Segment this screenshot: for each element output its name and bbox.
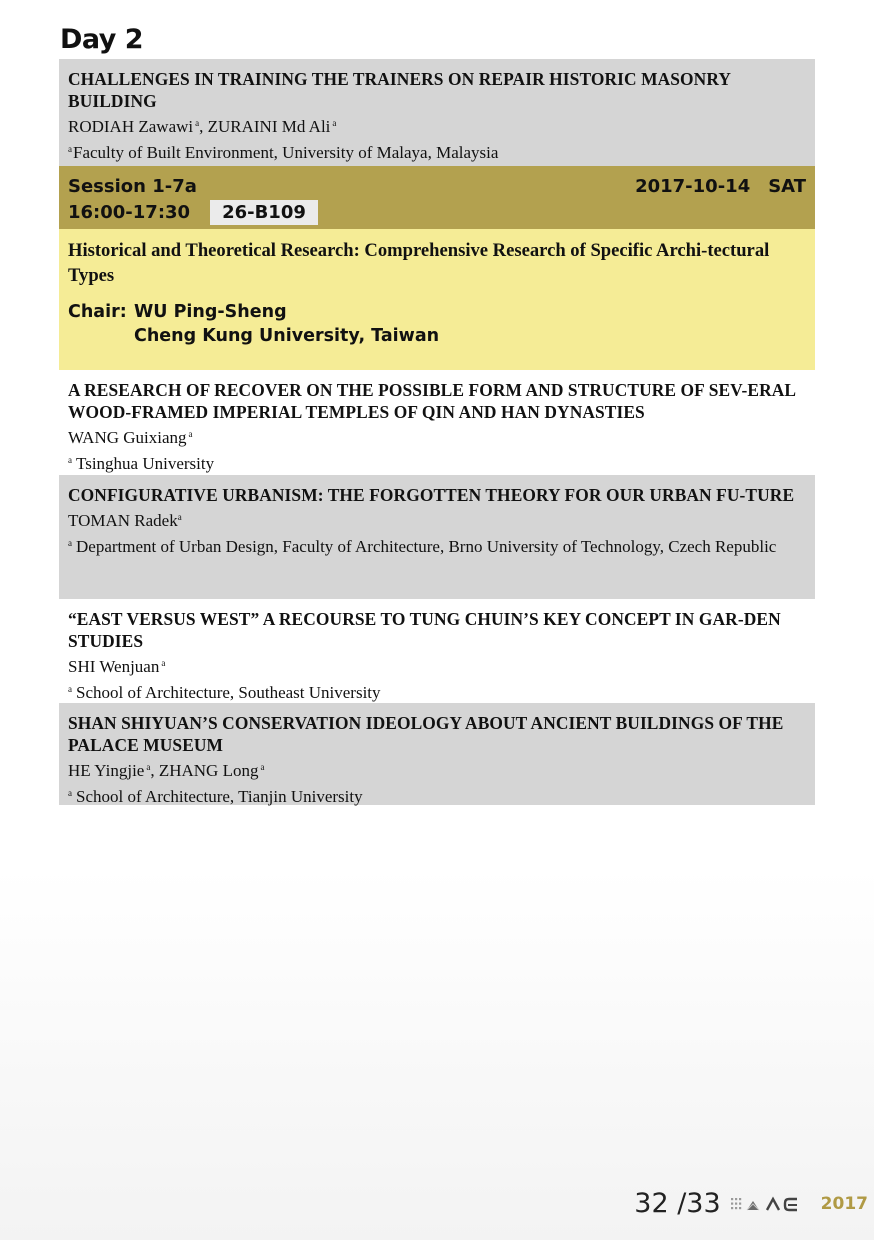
- affiliation-text: Faculty of Built Environment, University of Malaya, Malaysia: [73, 143, 499, 162]
- chair-affiliation: Cheng Kung University, Taiwan: [134, 326, 440, 346]
- author-superscript: a: [260, 762, 265, 772]
- author-name: RODIAH Zawawi: [68, 117, 194, 136]
- affiliation-text: Department of Urban Design, Faculty of Architecture, Brno University of Technology, Czech Republic: [76, 537, 777, 556]
- paper-entry: [59, 370, 815, 475]
- affiliation-text: Tsinghua University: [76, 454, 215, 473]
- session-room-badge: 26-B109: [210, 200, 318, 225]
- session-header: [59, 166, 815, 229]
- paper-authors: [68, 506, 806, 532]
- author-name: ZURAINI Md Ali: [207, 117, 331, 136]
- day-title: Day 2: [60, 24, 144, 55]
- session-weekday: SAT: [768, 175, 806, 197]
- paper-entry: [59, 703, 815, 805]
- author-name: TOMAN Radek: [68, 511, 178, 530]
- logo-year: 2017: [820, 1193, 868, 1214]
- author-separator: ,: [150, 761, 159, 780]
- affiliation-text: School of Architecture, Tianjin University: [76, 787, 363, 806]
- author-superscript: a: [332, 118, 337, 128]
- author-name: WANG Guixiang: [68, 428, 187, 447]
- paper-title: SHAN SHIYUAN’S CONSERVATION IDEOLOGY ABOUT ANCIENT BUILDINGS OF THE PALACE MUSEUM: [68, 713, 784, 755]
- author-superscript: a: [195, 118, 200, 128]
- paper-entry: [59, 599, 815, 703]
- chair-label: Chair:: [68, 302, 127, 322]
- author-superscript: a: [177, 512, 182, 522]
- author-name: HE Yingjie: [68, 761, 145, 780]
- paper-affiliation: [68, 449, 806, 475]
- paper-affiliation: [68, 138, 806, 164]
- session-label: Session 1-7a: [68, 175, 197, 197]
- affiliation-superscript: a: [68, 538, 72, 548]
- author-superscript: a: [188, 429, 193, 439]
- session-title: Historical and Theoretical Research: Comprehensive Research of Specific Archi-tectural Types: [68, 240, 770, 286]
- paper-entry-prev: [59, 59, 815, 166]
- affiliation-superscript: a: [68, 684, 72, 694]
- affiliation-superscript: a: [68, 788, 72, 798]
- author-superscript: a: [146, 762, 151, 772]
- conference-logo-icon: [731, 1193, 813, 1215]
- author-name: ZHANG Long: [158, 761, 259, 780]
- paper-title: CHALLENGES IN TRAINING THE TRAINERS ON REPAIR HISTORIC MASONRY BUILDING: [68, 69, 731, 111]
- paper-title: “EAST VERSUS WEST” A RECOURSE TO TUNG CHUIN’S KEY CONCEPT IN GAR-DEN STUDIES: [68, 609, 781, 651]
- paper-title: A RESEARCH OF RECOVER ON THE POSSIBLE FORM AND STRUCTURE OF SEV-ERAL WOOD-FRAMED IMPERIAL TEMPLES OF QIN AND HAN DYNASTIES: [68, 380, 796, 422]
- page-number: 32 /33: [634, 1188, 721, 1219]
- chair-name: WU Ping-Sheng: [134, 302, 287, 322]
- paper-authors: [68, 423, 806, 449]
- paper-affiliation: [68, 532, 806, 558]
- author-superscript: a: [161, 658, 166, 668]
- paper-entry: [59, 475, 815, 599]
- paper-authors: [68, 652, 806, 678]
- affiliation-text: School of Architecture, Southeast University: [76, 683, 381, 702]
- session-date: 2017-10-14: [635, 175, 751, 197]
- page-footer: [634, 1188, 868, 1219]
- affiliation-superscript: a: [68, 144, 72, 154]
- session-time: 16:00-17:30: [68, 201, 191, 223]
- paper-affiliation: [68, 782, 806, 808]
- conference-logo: [731, 1193, 868, 1215]
- paper-authors: [68, 112, 806, 138]
- session-details: [59, 229, 815, 370]
- author-name: SHI Wenjuan: [68, 657, 160, 676]
- session-chair: [68, 300, 806, 348]
- paper-affiliation: [68, 678, 806, 704]
- author-separator: ,: [199, 117, 208, 136]
- affiliation-superscript: a: [68, 455, 72, 465]
- paper-title: CONFIGURATIVE URBANISM: THE FORGOTTEN THEORY FOR OUR URBAN FU-TURE: [68, 485, 795, 505]
- paper-authors: [68, 756, 806, 782]
